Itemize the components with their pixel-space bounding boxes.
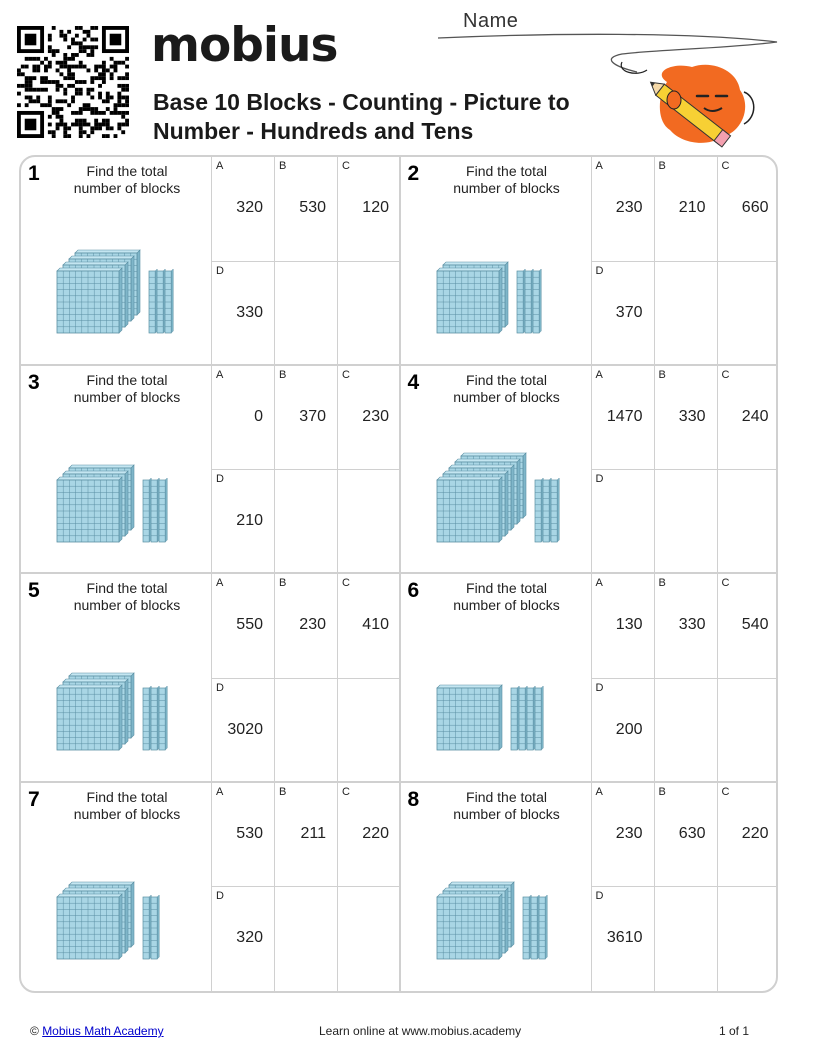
question-cell bbox=[21, 574, 401, 783]
empty-option-slot bbox=[274, 679, 337, 784]
answer-option-a[interactable] bbox=[591, 783, 654, 888]
option-letter: D bbox=[216, 681, 224, 694]
question-number: 2 bbox=[407, 162, 420, 185]
question-cell bbox=[21, 366, 401, 575]
copyright-symbol: © bbox=[30, 1024, 39, 1038]
empty-option-slot bbox=[654, 679, 717, 784]
ten-rod bbox=[539, 895, 547, 959]
empty-option-slot bbox=[274, 262, 337, 367]
hundred-flat bbox=[437, 685, 502, 750]
ten-rod bbox=[151, 686, 159, 750]
answer-option-d[interactable] bbox=[591, 887, 654, 992]
qr-code bbox=[17, 26, 129, 138]
option-value: 211 bbox=[300, 824, 326, 842]
option-value: 0 bbox=[254, 407, 263, 425]
question-number: 5 bbox=[28, 579, 40, 602]
answer-option-a[interactable] bbox=[211, 157, 274, 262]
answer-option-a[interactable] bbox=[211, 574, 274, 679]
option-letter: A bbox=[595, 577, 603, 589]
option-letter: C bbox=[721, 160, 730, 172]
ten-rod bbox=[511, 686, 519, 750]
option-letter: B bbox=[658, 785, 666, 798]
answer-option-d[interactable] bbox=[591, 262, 654, 367]
ten-rod bbox=[525, 269, 533, 333]
ten-rod bbox=[143, 686, 151, 750]
question-number: 3 bbox=[28, 370, 40, 394]
base10-blocks-illustration bbox=[21, 841, 211, 981]
answer-option-d[interactable] bbox=[211, 262, 274, 367]
prompt-line: number of blocks bbox=[73, 388, 181, 405]
footer-copyright bbox=[30, 1024, 164, 1038]
hundred-flat bbox=[437, 477, 502, 542]
empty-option-slot bbox=[717, 470, 779, 575]
option-value: 210 bbox=[236, 512, 263, 529]
option-letter: A bbox=[216, 160, 224, 172]
answer-option-c[interactable] bbox=[337, 157, 400, 262]
prompt-line: number of blocks bbox=[73, 597, 181, 613]
question-cell bbox=[21, 157, 401, 366]
answer-option-b[interactable] bbox=[274, 366, 337, 471]
option-value: 540 bbox=[741, 616, 769, 633]
ten-rod bbox=[527, 686, 535, 750]
option-letter: D bbox=[595, 890, 604, 902]
question-number: 7 bbox=[28, 787, 40, 811]
question-prompt bbox=[53, 580, 201, 614]
base10-blocks-illustration bbox=[401, 424, 591, 564]
answer-option-c[interactable] bbox=[717, 783, 779, 888]
answer-option-b[interactable] bbox=[654, 783, 717, 888]
question-cell bbox=[401, 783, 779, 992]
answer-option-b[interactable] bbox=[654, 366, 717, 471]
answer-option-a[interactable] bbox=[591, 366, 654, 471]
base10-blocks-illustration bbox=[401, 841, 591, 981]
empty-option-slot bbox=[654, 887, 717, 992]
empty-option-slot bbox=[274, 470, 337, 575]
option-value: 630 bbox=[678, 824, 706, 842]
answer-option-b[interactable] bbox=[274, 783, 337, 888]
name-label: Name bbox=[463, 10, 519, 32]
prompt-line: number of blocks bbox=[73, 180, 181, 196]
answer-option-d[interactable] bbox=[591, 470, 654, 575]
ten-rod bbox=[543, 478, 551, 542]
ten-rod bbox=[531, 895, 539, 959]
option-value: 530 bbox=[299, 199, 326, 216]
prompt-line: number of blocks bbox=[453, 597, 560, 613]
question-prompt bbox=[433, 163, 581, 197]
prompt-line: Find the total bbox=[466, 163, 547, 179]
question-cell bbox=[401, 157, 779, 366]
option-letter: A bbox=[595, 160, 603, 172]
ten-rod bbox=[535, 686, 543, 750]
empty-option-slot bbox=[717, 262, 779, 367]
answer-option-b[interactable] bbox=[274, 574, 337, 679]
answer-option-d[interactable] bbox=[591, 679, 654, 784]
option-value: 660 bbox=[741, 199, 769, 216]
base10-blocks-illustration bbox=[21, 215, 211, 355]
option-value: 530 bbox=[236, 824, 263, 842]
question-number: 8 bbox=[407, 787, 420, 811]
option-letter: B bbox=[658, 577, 666, 589]
question-prompt bbox=[433, 372, 581, 406]
option-value: 330 bbox=[678, 407, 706, 425]
empty-option-slot bbox=[654, 470, 717, 575]
option-letter: A bbox=[216, 577, 224, 589]
academy-link[interactable]: Mobius Math Academy bbox=[42, 1024, 164, 1038]
option-value: 330 bbox=[678, 616, 706, 633]
option-letter: B bbox=[279, 577, 287, 589]
option-value: 550 bbox=[236, 616, 263, 633]
question-number: 4 bbox=[407, 370, 420, 394]
option-value: 370 bbox=[615, 303, 643, 321]
base10-blocks-illustration bbox=[21, 424, 211, 564]
option-letter: C bbox=[721, 368, 730, 381]
option-value: 230 bbox=[299, 616, 326, 633]
ten-rod bbox=[149, 269, 157, 333]
answer-option-c[interactable] bbox=[717, 157, 779, 262]
ten-rod bbox=[517, 269, 525, 333]
ten-rod bbox=[151, 478, 159, 542]
logo-text: mobius bbox=[151, 18, 338, 73]
answer-option-a[interactable] bbox=[591, 574, 654, 679]
hundred-flat bbox=[57, 477, 122, 542]
ten-rod bbox=[551, 478, 559, 542]
base10-blocks-illustration bbox=[21, 632, 211, 772]
option-value: 200 bbox=[615, 720, 643, 738]
mascot-icon bbox=[612, 52, 762, 152]
answer-option-d[interactable] bbox=[211, 470, 274, 575]
option-letter: C bbox=[342, 160, 350, 172]
question-number: 6 bbox=[407, 579, 420, 602]
prompt-line: number of blocks bbox=[453, 805, 560, 822]
question-prompt bbox=[53, 163, 201, 197]
ten-rod bbox=[533, 269, 541, 333]
option-letter: A bbox=[595, 368, 603, 381]
ten-rod bbox=[535, 478, 543, 542]
hundred-flat bbox=[57, 685, 122, 750]
option-value: 330 bbox=[236, 303, 263, 321]
question-cell bbox=[21, 783, 401, 992]
option-value: 1470 bbox=[606, 407, 643, 425]
option-letter: D bbox=[595, 264, 604, 277]
base10-blocks-illustration bbox=[401, 215, 591, 355]
option-letter: D bbox=[216, 473, 224, 485]
option-letter: B bbox=[279, 160, 287, 172]
empty-option-slot bbox=[337, 262, 400, 367]
option-letter: C bbox=[721, 577, 730, 589]
ten-rod bbox=[165, 269, 173, 333]
empty-option-slot bbox=[274, 887, 337, 992]
page-number: 1 of 1 bbox=[719, 1024, 750, 1038]
option-letter: D bbox=[595, 473, 604, 485]
prompt-line: Find the total bbox=[86, 788, 168, 805]
empty-option-slot bbox=[654, 262, 717, 367]
option-value: 130 bbox=[615, 616, 643, 633]
hundred-flat bbox=[57, 268, 122, 333]
base10-blocks-illustration bbox=[401, 632, 591, 772]
option-value: 410 bbox=[362, 616, 389, 633]
prompt-line: Find the total bbox=[86, 580, 168, 596]
answer-option-a[interactable] bbox=[211, 783, 274, 888]
option-letter: B bbox=[279, 785, 287, 798]
mobius-logo bbox=[151, 18, 338, 73]
option-value: 220 bbox=[741, 824, 769, 842]
prompt-line: Find the total bbox=[86, 371, 168, 388]
option-value: 370 bbox=[299, 407, 326, 425]
empty-option-slot bbox=[337, 470, 400, 575]
hundred-flat bbox=[437, 894, 502, 959]
empty-option-slot bbox=[717, 679, 779, 784]
option-value: 3020 bbox=[227, 720, 263, 738]
option-letter: C bbox=[342, 785, 350, 798]
question-prompt bbox=[433, 580, 581, 614]
hundred-flat bbox=[437, 268, 502, 333]
answer-option-c[interactable] bbox=[717, 574, 779, 679]
option-letter: C bbox=[342, 368, 350, 381]
empty-option-slot bbox=[337, 887, 400, 992]
prompt-line: Find the total bbox=[466, 580, 547, 596]
footer-center-text: Learn online at www.mobius.academy bbox=[319, 1024, 522, 1038]
option-value: 3610 bbox=[606, 929, 643, 946]
option-value: 320 bbox=[236, 929, 263, 946]
question-cell bbox=[401, 574, 779, 783]
option-letter: B bbox=[658, 368, 666, 381]
option-letter: A bbox=[595, 785, 603, 798]
option-value: 120 bbox=[362, 199, 389, 216]
ten-rod bbox=[157, 269, 165, 333]
ten-rod bbox=[143, 895, 151, 959]
hundred-flat bbox=[57, 894, 122, 959]
worksheet-title: Base 10 Blocks - Counting - Picture to Number - Hundreds and Tens bbox=[153, 89, 570, 144]
option-letter: C bbox=[342, 577, 350, 589]
empty-option-slot bbox=[337, 679, 400, 784]
option-letter: A bbox=[216, 368, 224, 381]
prompt-line: Find the total bbox=[466, 371, 547, 388]
prompt-line: number of blocks bbox=[453, 180, 560, 196]
answer-option-a[interactable] bbox=[211, 366, 274, 471]
answer-option-d[interactable] bbox=[211, 679, 274, 784]
ten-rod bbox=[159, 478, 167, 542]
prompt-line: number of blocks bbox=[73, 805, 181, 822]
answer-option-b[interactable] bbox=[654, 157, 717, 262]
answer-option-c[interactable] bbox=[337, 783, 400, 888]
option-letter: B bbox=[279, 368, 287, 381]
ten-rod bbox=[523, 895, 531, 959]
option-letter: D bbox=[216, 890, 224, 902]
ten-rod bbox=[159, 686, 167, 750]
option-value: 220 bbox=[362, 824, 389, 842]
option-value: 320 bbox=[236, 199, 263, 216]
option-letter: A bbox=[216, 785, 224, 798]
option-value: 240 bbox=[741, 407, 769, 425]
prompt-line: Find the total bbox=[86, 163, 168, 179]
answer-option-b[interactable] bbox=[654, 574, 717, 679]
ten-rod bbox=[519, 686, 527, 750]
question-prompt bbox=[433, 789, 581, 823]
question-grid bbox=[19, 155, 778, 993]
option-value: 230 bbox=[615, 824, 643, 842]
option-letter: D bbox=[216, 264, 224, 277]
option-value: 230 bbox=[615, 199, 643, 216]
answer-option-b[interactable] bbox=[274, 157, 337, 262]
ten-rod bbox=[151, 895, 159, 959]
answer-option-c[interactable] bbox=[717, 366, 779, 471]
answer-option-a[interactable] bbox=[591, 157, 654, 262]
option-letter: B bbox=[658, 160, 666, 172]
question-cell bbox=[401, 366, 779, 575]
option-letter: C bbox=[721, 785, 730, 798]
option-value: 230 bbox=[362, 407, 389, 425]
answer-option-d[interactable] bbox=[211, 887, 274, 992]
question-number: 1 bbox=[28, 162, 40, 185]
question-prompt bbox=[53, 789, 201, 823]
ten-rod bbox=[143, 478, 151, 542]
answer-option-c[interactable] bbox=[337, 366, 400, 471]
question-prompt bbox=[53, 372, 201, 406]
option-value: 210 bbox=[678, 199, 706, 216]
answer-option-c[interactable] bbox=[337, 574, 400, 679]
prompt-line: number of blocks bbox=[453, 388, 560, 405]
empty-option-slot bbox=[717, 887, 779, 992]
prompt-line: Find the total bbox=[466, 788, 547, 805]
option-letter: D bbox=[595, 681, 604, 694]
